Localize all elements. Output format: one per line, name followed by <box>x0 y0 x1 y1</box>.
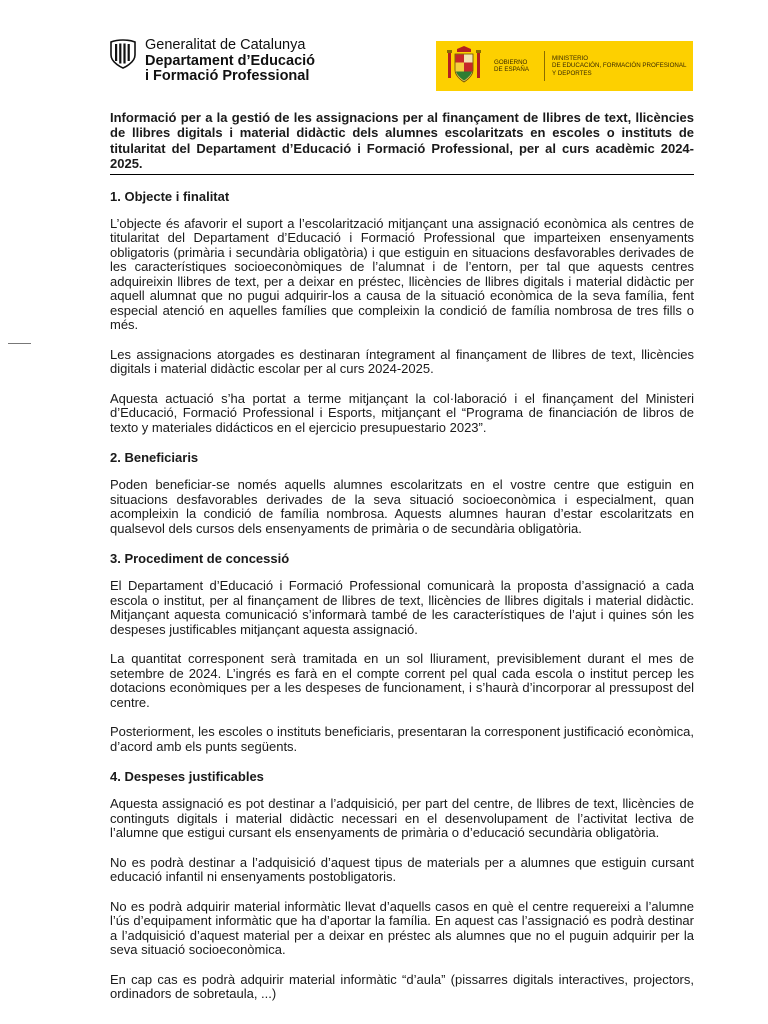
gobierno-name-line1: GOBIERNO <box>494 58 528 66</box>
section-heading: 2. Beneficiaris <box>110 450 199 466</box>
ministry-name <box>552 55 692 77</box>
department-name-line2: i Formació Professional <box>145 68 310 84</box>
ministry-name-line2: DE EDUCACIÓN, FORMACIÓN PROFESIONAL <box>552 62 687 70</box>
page-header <box>108 38 694 98</box>
section-heading: 1. Objecte i finalitat <box>110 188 230 204</box>
paragraph: En cap cas es podrà adquirir material informàtic “d’aula” (pissarres digitals interactives, projectors, ordinadors de sobretaula, ...) <box>110 971 694 1002</box>
paragraph: L’objecte és afavorir el suport a l’escolarització mitjançant una assignació econòmica als centres de titularitat del Departament d’Educació i Formació Professional que imparteixen ensenyaments obligatoris (primària i secundària obligatòria) i que estiguin en situacions desfavorables derivades de les característiques socioeconòmiques de l’alumnat i de l’entorn, per tal que aquests centres adquireixin llibres de text, per a deixar en préstec, llicències de llibres digitals i material didàctic per aquell alumnat que no pugui adquirir-los a causa de la situació econòmica de la seva família, fent especial atenció en aquelles famílies que compleixin la condició de família nombrosa de tres fills o més. <box>110 215 694 333</box>
document-body <box>110 110 694 1017</box>
gobierno-name-line2: DE ESPAÑA <box>494 66 529 73</box>
paragraph: Posteriorment, les escoles o instituts beneficiaris, presentaran la corresponent justificació econòmica, d’acord amb els punts següents. <box>110 724 694 754</box>
generalitat-emblem-icon <box>108 39 138 69</box>
paragraph: Poden beneficiar-se només aquells alumnes escolaritzats en el vostre centre que estiguin en situacions desfavorables derivades de la seva situació socioeconòmica i especialment, quan acompleixin la condició de família nombrosa. Aquests alumnes hauran d’estar escolaritzats en qualsevol dels cursos dels ensenyaments de primària o de secundària obligatòria. <box>110 477 694 536</box>
section-heading: 4. Despeses justificables <box>110 769 264 785</box>
document-title: Informació per a la gestió de les assignacions per al finançament de llibres de text, llicències de llibres digitals i material didàctic dels alumnes escolaritzats en escoles o instituts de titularitat del Departament d’Educació i Formació Professional, per al curs acadèmic 2024-2025. <box>110 110 694 175</box>
paragraph: Aquesta assignació es pot destinar a l’adquisició, per part del centre, de llibres de text, llicències de continguts digitals i material didàctic necessari en el desenvolupament de l’activitat lectiva de l’alumne que estigui cursant els ensenyaments de primària o d’educació secundària obligatòria. <box>110 796 694 841</box>
gobierno-logo <box>436 41 693 91</box>
ministry-name-line3: Y DEPORTES <box>552 69 592 77</box>
generalitat-name: Generalitat de Catalunya <box>145 37 306 53</box>
ministry-name-line1: MINISTERIO <box>552 55 589 63</box>
margin-mark <box>8 343 31 344</box>
section-procediment <box>110 551 694 754</box>
generalitat-logo <box>108 38 315 85</box>
section-objecte <box>110 189 694 436</box>
section-beneficiaris <box>110 450 694 536</box>
paragraph: El Departament d’Educació i Formació Professional comunicarà la proposta d’assignació a cada escola o institut, per al finançament de llibres de text, llicències de llibres digitals i material didàctic. Mitjançant aquesta comunicació s’informarà també de les característiques de l’ajut i quines són les despeses justificables mitjançant aquesta assignació. <box>110 578 694 637</box>
paragraph: La quantitat corresponent serà tramitada en un sol lliurament, previsiblement durant el mes de setembre de 2024. L’ingrés es farà en el compte corrent pel qual cada escola o institut percep les dotacions econòmiques per a les despeses de funcionament, i s’haurà d’incorporar al pressupost del centre. <box>110 651 694 710</box>
gobierno-name <box>494 51 545 81</box>
paragraph: No es podrà adquirir material informàtic llevat d’aquells casos en què el centre requereixi a l’alumne l’ús d’equipament informàtic que ha d’aportar la família. En aquest cas l’assignació es podrà destinar a l’adquisició d’aquest material per a deixar en préstec als alumnes que no el puguin adquirir per la seva situació socioeconòmica. <box>110 898 694 958</box>
paragraph: No es podrà destinar a l’adquisició d’aquest tipus de materials per a alumnes que estiguin cursant educació infantil ni ensenyaments postobligatoris. <box>110 854 694 885</box>
paragraph: Aquesta actuació s’ha portat a terme mitjançant la col·laboració i el finançament del Ministeri d’Educació, Formació Professional i Esports, mitjançant el “Programa de financiación de libros de texto y materiales didácticos en el ejercicio presupuestario 2023”. <box>110 390 694 435</box>
department-name-line1: Departament d’Educació <box>145 52 316 69</box>
section-despeses <box>110 769 694 1002</box>
section-heading: 3. Procediment de concessió <box>110 551 290 567</box>
paragraph: Les assignacions atorgades es destinaran íntegrament al finançament de llibres de text, llicències digitals i material didàctic escolar per al curs 2024-2025. <box>110 346 694 377</box>
spain-coat-of-arms-icon <box>446 46 482 86</box>
